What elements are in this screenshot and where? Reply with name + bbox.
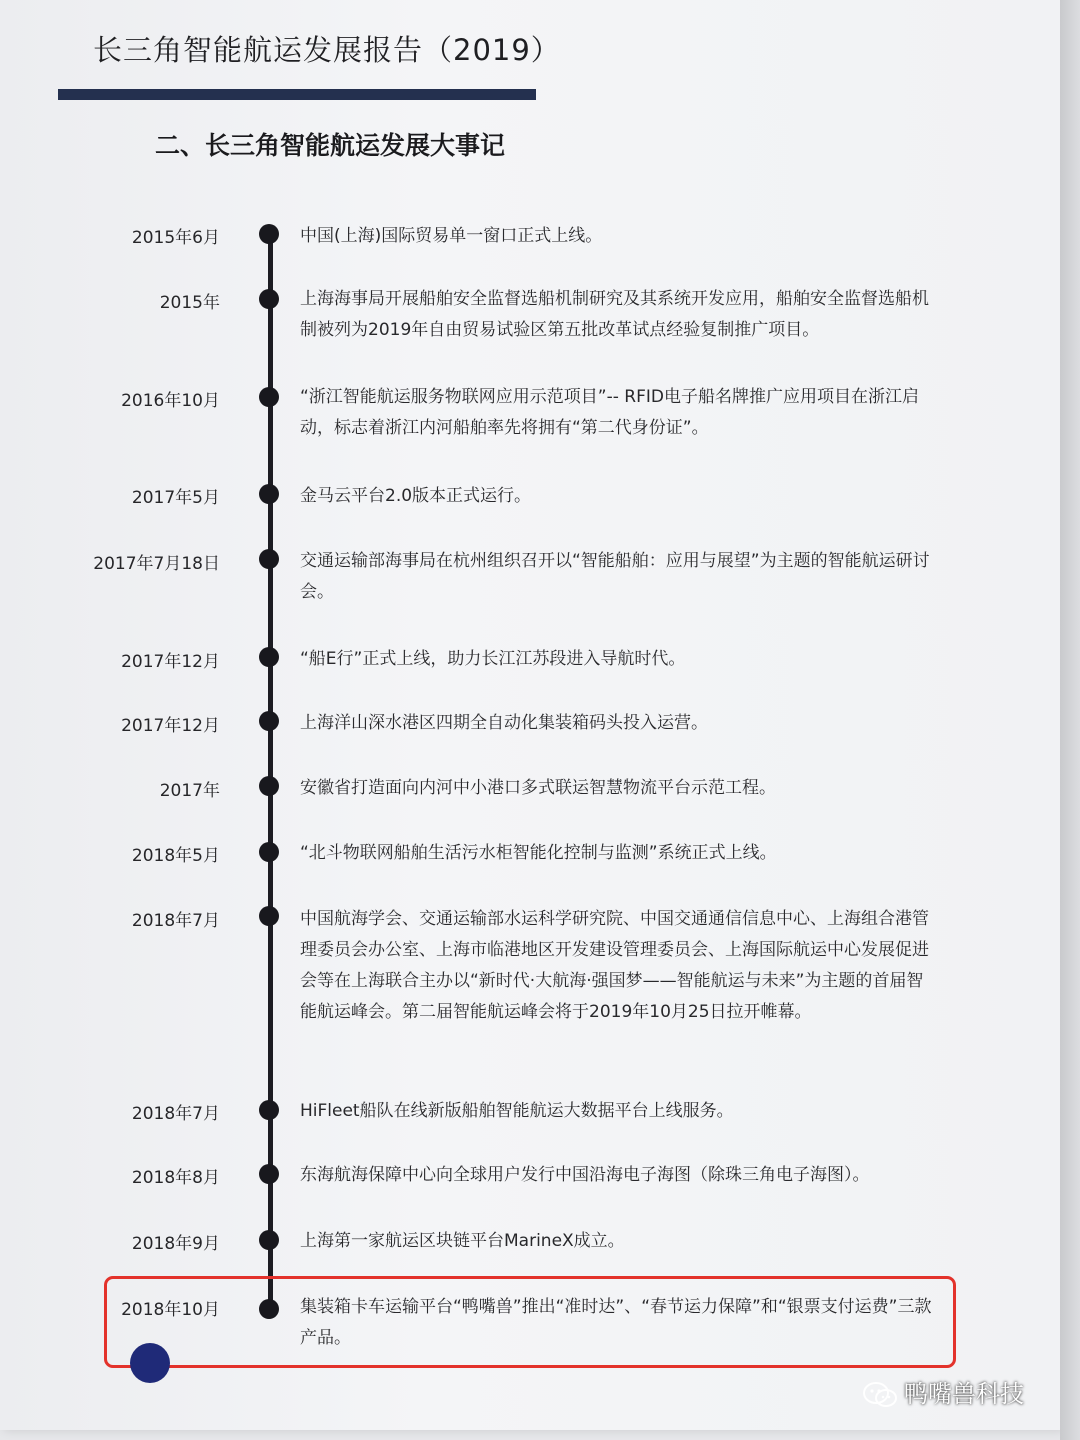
event-date: 2017年 [159,781,220,801]
event-text: HiFleet船队在线新版船舶智能航运大数据平台上线服务。 [300,1101,734,1121]
event-date: 2017年5月 [131,488,220,508]
section-title: 二、长三角智能航运发展大事记 [155,131,506,160]
highlight-box [104,1276,956,1368]
event-date: 2018年9月 [131,1234,220,1254]
timeline-dot-icon [259,224,279,244]
page-number-badge [130,1343,170,1383]
timeline-dot-icon [259,1164,279,1184]
timeline-dot-icon [259,647,279,667]
page-edge-shadow [1060,0,1080,1440]
event-date: 2015年 [159,293,220,313]
event-date: 2017年12月 [121,716,220,736]
event-text: 安徽省打造面向内河中小港口多式联运智慧物流平台示范工程。 [300,778,776,798]
timeline-dot-icon [259,1100,279,1120]
timeline-dot-icon [259,549,279,569]
event-text: 交通运输部海事局在杭州组织召开以“智能船舶：应用与展望”为主题的智能航运研讨会。 [300,551,930,602]
timeline-dot-icon [259,1230,279,1250]
timeline-dot-icon [259,711,279,731]
timeline-dot-icon [259,289,279,309]
event-date: 2018年7月 [131,911,220,931]
watermark-text: 鸭嘴兽科技 [904,1380,1024,1408]
timeline-dot-icon [259,842,279,862]
event-date: 2017年7月18日 [93,554,220,574]
event-date: 2018年8月 [131,1168,220,1188]
event-text: 中国航海学会、交通运输部水运科学研究院、中国交通通信信息中心、上海组合港管理委员会办公室、上海市临港地区开发建设管理委员会、上海国际航运中心发展促进会等在上海联合主办以“新时代·大航海·强国梦——智能航运与未来”为主题的首届智能航运峰会。第二届智能航运峰会将于2019年10月25日拉开帷幕。 [300,909,929,1022]
event-text: 中国(上海)国际贸易单一窗口正式上线。 [300,226,603,246]
wechat-icon [862,1381,898,1409]
title-underline-bar [58,89,536,100]
document-title: 长三角智能航运发展报告（2019） [93,33,561,67]
event-date: 2018年5月 [131,846,220,866]
event-text: 东海航海保障中心向全球用户发行中国沿海电子海图（除珠三角电子海图）。 [300,1165,870,1185]
event-text: 集装箱卡车运输平台“鸭嘴兽”推出“准时达”、“春节运力保障”和“银票支付运费”三款产品。 [300,1297,932,1348]
event-text: 上海海事局开展船舶安全监督选船机制研究及其系统开发应用，船舶安全监督选船机制被列为2019年自由贸易试验区第五批改革试点经验复制推广项目。 [300,289,929,340]
event-text: 金马云平台2.0版本正式运行。 [300,486,532,506]
timeline-dot-icon [259,387,279,407]
event-date: 2017年12月 [121,652,220,672]
timeline-dot-icon [259,906,279,926]
event-text: 上海第一家航运区块链平台MarineX成立。 [300,1231,625,1251]
event-date: 2018年10月 [121,1300,220,1320]
timeline-dot-icon [259,776,279,796]
watermark [862,1374,1024,1409]
event-date: 2016年10月 [121,391,220,411]
event-text: “浙江智能航运服务物联网应用示范项目”-- RFID电子船名牌推广应用项目在浙江启动，标志着浙江内河船舶率先将拥有“第二代身份证”。 [300,387,919,438]
event-text: “北斗物联网船舶生活污水柜智能化控制与监测”系统正式上线。 [300,843,777,863]
event-date: 2015年6月 [131,228,220,248]
timeline-dot-icon [259,484,279,504]
event-date: 2018年7月 [131,1104,220,1124]
event-text: “船E行”正式上线，助力长江江苏段进入导航时代。 [300,649,686,669]
event-text: 上海洋山深水港区四期全自动化集装箱码头投入运营。 [300,713,708,733]
